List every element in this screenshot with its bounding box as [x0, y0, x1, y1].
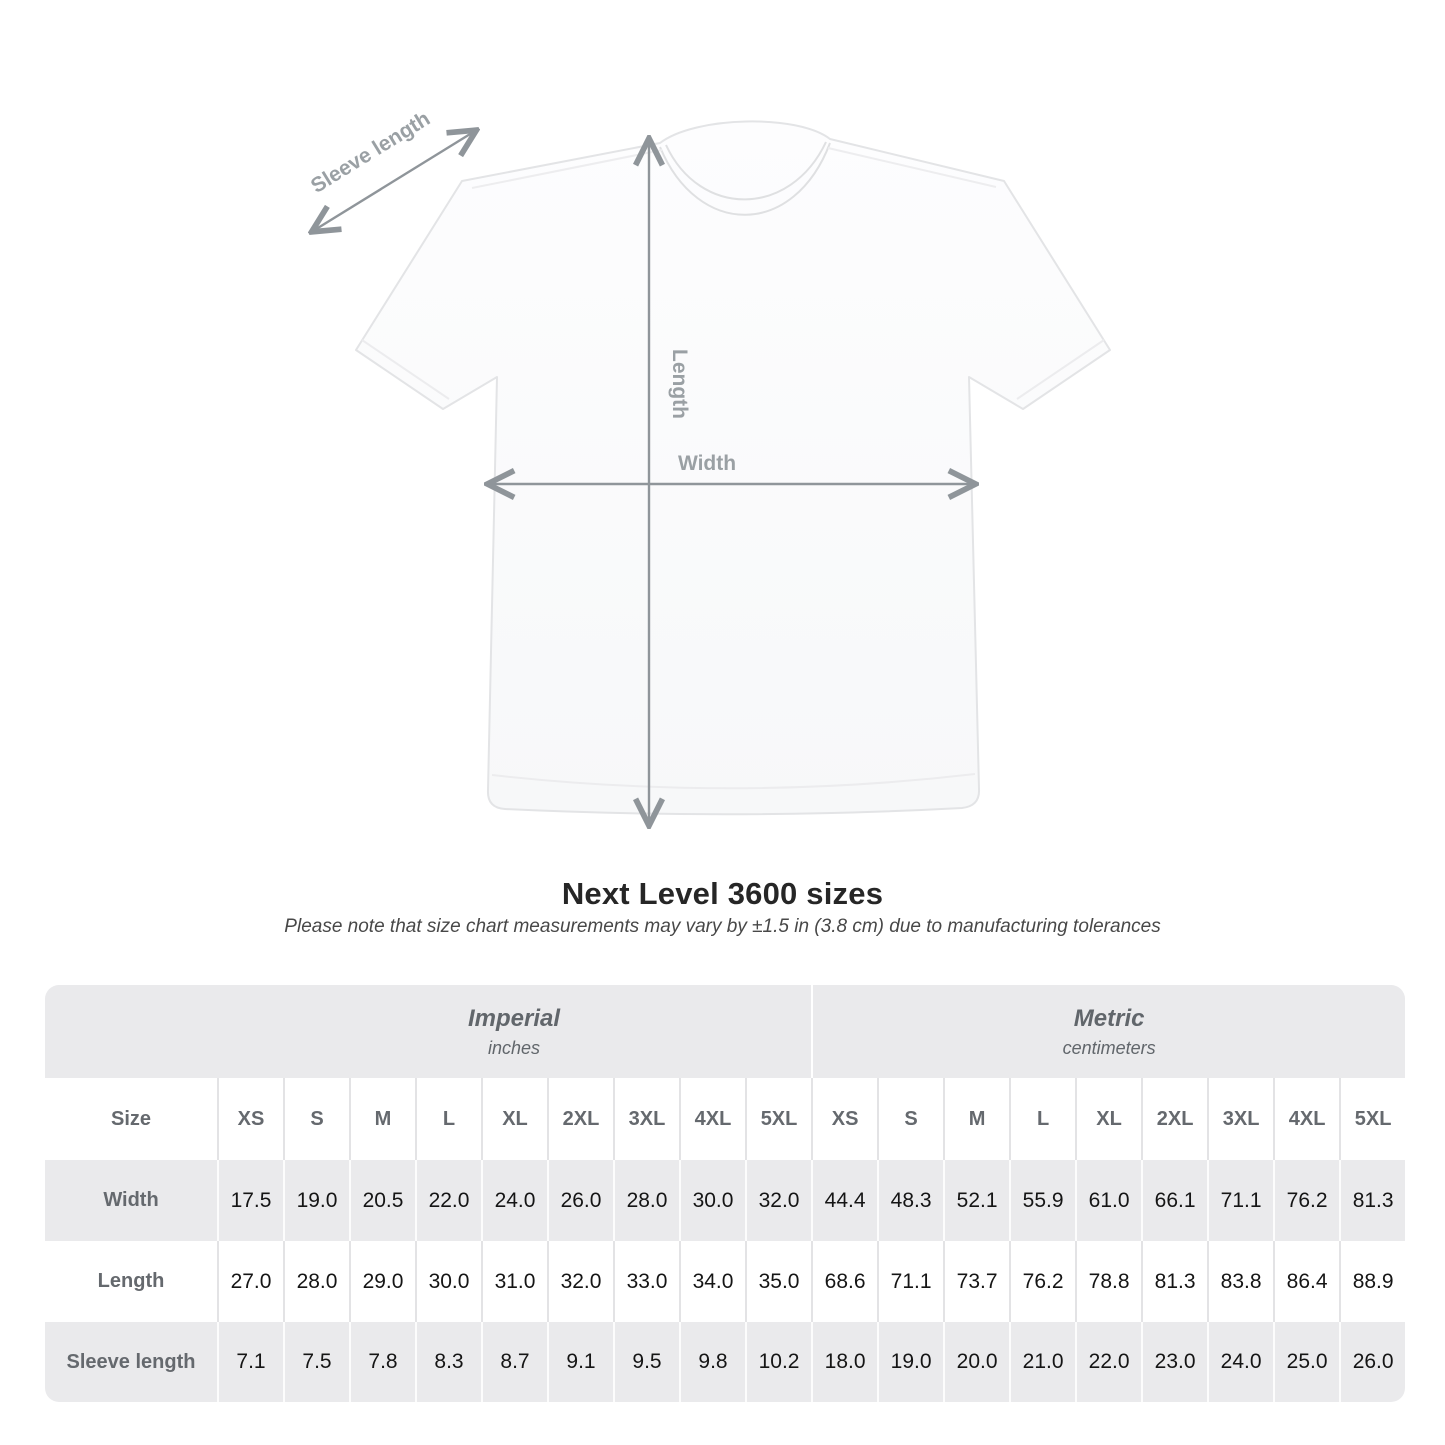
- value-cell: 20.5: [349, 1160, 415, 1241]
- value-cell: 33.0: [613, 1241, 679, 1322]
- size-col-header: 2XL: [547, 1078, 613, 1160]
- value-cell: 76.2: [1009, 1241, 1075, 1322]
- value-cell: 26.0: [1339, 1322, 1405, 1402]
- value-cell: 10.2: [745, 1322, 811, 1402]
- value-cell: 52.1: [943, 1160, 1009, 1241]
- value-cell: 88.9: [1339, 1241, 1405, 1322]
- size-col-header: M: [943, 1078, 1009, 1160]
- value-cell: 81.3: [1141, 1241, 1207, 1322]
- value-cell: 73.7: [943, 1241, 1009, 1322]
- value-cell: 8.7: [481, 1322, 547, 1402]
- value-cell: 32.0: [547, 1241, 613, 1322]
- value-cell: 9.1: [547, 1322, 613, 1402]
- value-cell: 25.0: [1273, 1322, 1339, 1402]
- value-cell: 20.0: [943, 1322, 1009, 1402]
- metric-unit: centimeters: [1062, 1037, 1156, 1058]
- width-row: [45, 1160, 1405, 1241]
- size-header-row: [45, 1078, 1405, 1160]
- imperial-group-header: [217, 985, 811, 1078]
- row-label-sleeve-length: Sleeve length: [45, 1322, 217, 1402]
- value-cell: 23.0: [1141, 1322, 1207, 1402]
- value-cell: 71.1: [1207, 1160, 1273, 1241]
- value-cell: 26.0: [547, 1160, 613, 1241]
- value-cell: 19.0: [877, 1322, 943, 1402]
- value-cell: 9.8: [679, 1322, 745, 1402]
- group-corner-cell: [45, 985, 217, 1078]
- size-col-header: 4XL: [679, 1078, 745, 1160]
- value-cell: 31.0: [481, 1241, 547, 1322]
- value-cell: 24.0: [481, 1160, 547, 1241]
- page-title: Next Level 3600 sizes: [561, 876, 884, 911]
- value-cell: 7.8: [349, 1322, 415, 1402]
- size-corner-label: Size: [45, 1078, 217, 1160]
- tolerance-note: Please note that size chart measurements may vary by ±1.5 in (3.8 cm) due to manufacturing tolerances: [284, 916, 1161, 937]
- value-cell: 22.0: [1075, 1322, 1141, 1402]
- value-cell: 76.2: [1273, 1160, 1339, 1241]
- value-cell: 27.0: [217, 1241, 283, 1322]
- value-cell: 35.0: [745, 1241, 811, 1322]
- value-cell: 78.8: [1075, 1241, 1141, 1322]
- value-cell: 29.0: [349, 1241, 415, 1322]
- size-col-header: L: [415, 1078, 481, 1160]
- value-cell: 30.0: [679, 1160, 745, 1241]
- value-cell: 61.0: [1075, 1160, 1141, 1241]
- size-col-header: 5XL: [1339, 1078, 1405, 1160]
- value-cell: 17.5: [217, 1160, 283, 1241]
- value-cell: 7.5: [283, 1322, 349, 1402]
- value-cell: 66.1: [1141, 1160, 1207, 1241]
- unit-group-row: [45, 985, 1405, 1078]
- measurements-table: [45, 985, 1405, 1402]
- value-cell: 18.0: [811, 1322, 877, 1402]
- value-cell: 86.4: [1273, 1241, 1339, 1322]
- size-col-header: S: [283, 1078, 349, 1160]
- size-col-header: 5XL: [745, 1078, 811, 1160]
- sleeve-length-row: [45, 1322, 1405, 1402]
- value-cell: 34.0: [679, 1241, 745, 1322]
- row-label-width: Width: [45, 1160, 217, 1241]
- imperial-label: Imperial: [468, 1004, 561, 1032]
- value-cell: 32.0: [745, 1160, 811, 1241]
- value-cell: 44.4: [811, 1160, 877, 1241]
- size-col-header: M: [349, 1078, 415, 1160]
- value-cell: 28.0: [283, 1241, 349, 1322]
- value-cell: 28.0: [613, 1160, 679, 1241]
- value-cell: 9.5: [613, 1322, 679, 1402]
- size-col-header: XL: [481, 1078, 547, 1160]
- value-cell: 71.1: [877, 1241, 943, 1322]
- value-cell: 68.6: [811, 1241, 877, 1322]
- value-cell: 83.8: [1207, 1241, 1273, 1322]
- value-cell: 22.0: [415, 1160, 481, 1241]
- size-col-header: L: [1009, 1078, 1075, 1160]
- size-col-header: 2XL: [1141, 1078, 1207, 1160]
- size-col-header: 4XL: [1273, 1078, 1339, 1160]
- width-label: Width: [677, 452, 737, 475]
- value-cell: 81.3: [1339, 1160, 1405, 1241]
- size-col-header: XS: [811, 1078, 877, 1160]
- value-cell: 48.3: [877, 1160, 943, 1241]
- size-col-header: S: [877, 1078, 943, 1160]
- size-col-header: XL: [1075, 1078, 1141, 1160]
- size-col-header: 3XL: [613, 1078, 679, 1160]
- value-cell: 30.0: [415, 1241, 481, 1322]
- size-chart-table: [45, 985, 1405, 1402]
- value-cell: 7.1: [217, 1322, 283, 1402]
- metric-group-header: [811, 985, 1405, 1078]
- value-cell: 19.0: [283, 1160, 349, 1241]
- value-cell: 24.0: [1207, 1322, 1273, 1402]
- metric-label: Metric: [1073, 1004, 1145, 1032]
- imperial-unit: inches: [488, 1037, 541, 1058]
- value-cell: 8.3: [415, 1322, 481, 1402]
- row-label-length: Length: [45, 1241, 217, 1322]
- length-label: Length: [668, 349, 691, 419]
- size-col-header: 3XL: [1207, 1078, 1273, 1160]
- size-col-header: XS: [217, 1078, 283, 1160]
- sleeve-length-label: Sleeve length: [306, 107, 435, 198]
- length-row: [45, 1241, 1405, 1322]
- value-cell: 55.9: [1009, 1160, 1075, 1241]
- value-cell: 21.0: [1009, 1322, 1075, 1402]
